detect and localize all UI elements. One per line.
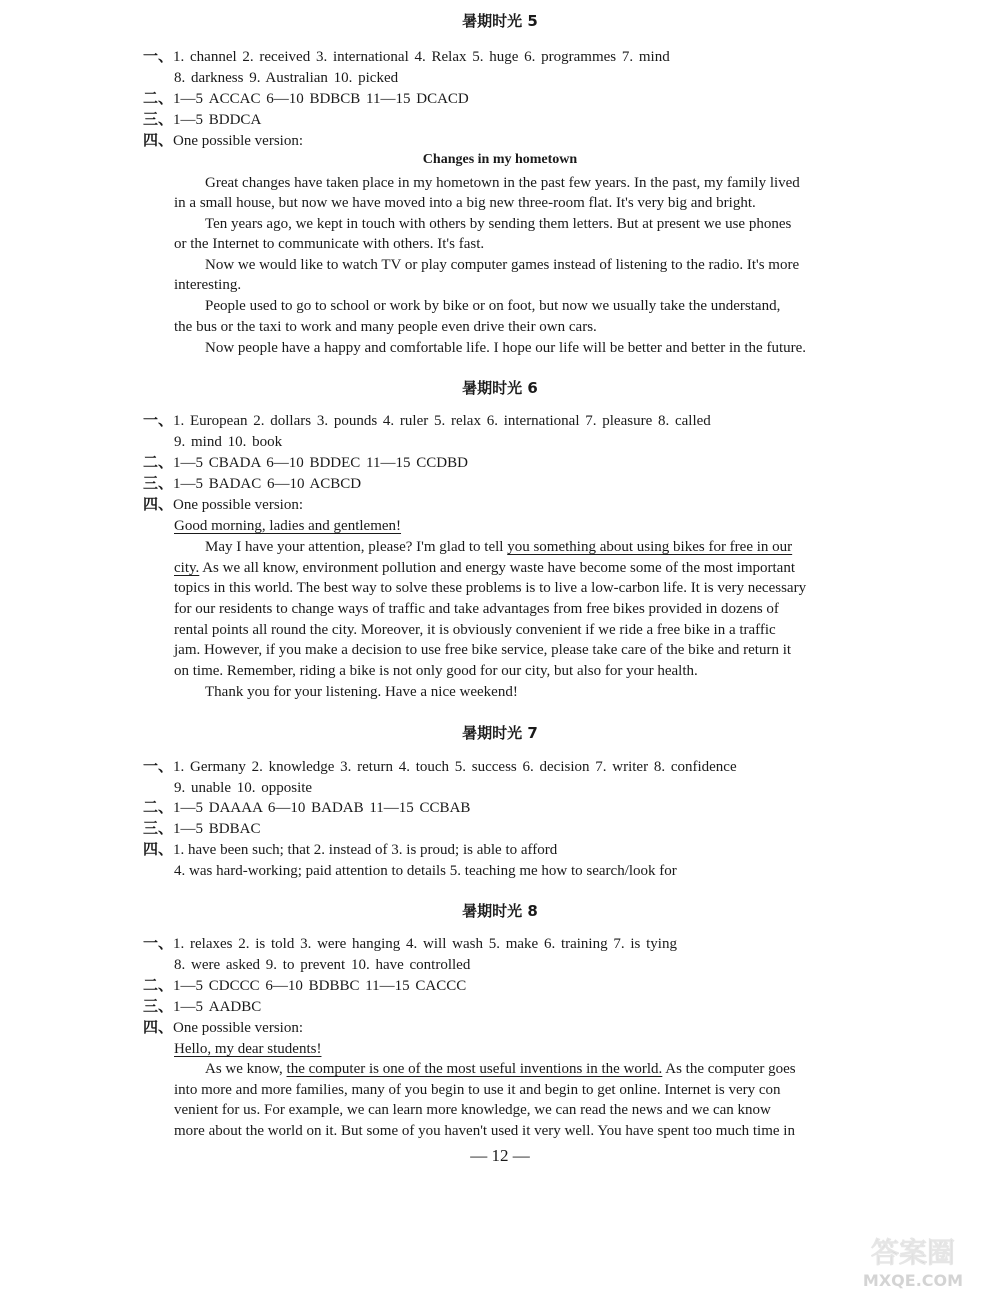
s8-speech-line: venient for us. For example, we can learn more knowledge, we can read the news and we can know (174, 1102, 771, 1118)
s8-speech-line: more about the world on it. But some of you haven't used it very well. You have spent too much time in (174, 1123, 795, 1139)
svg-text:MXQE.COM: MXQE.COM (862, 1271, 964, 1290)
section-6-title: 暑期时光 6 (462, 379, 538, 397)
s6-greeting: Good morning, ladies and gentlemen! (174, 518, 402, 534)
s5-essay-line: Now we would like to watch TV or play computer games instead of listening to the radio. It's more (205, 257, 800, 273)
s7-part1-line2: 9. unable 10. opposite (174, 780, 313, 796)
part-label: 一、 (143, 759, 174, 775)
s5-essay-title: Changes in my hometown (422, 152, 578, 167)
text: As the computer goes (662, 1061, 796, 1077)
section-5-title: 暑期时光 5 (462, 12, 538, 30)
text: May I have your attention, please? I'm glad to tell (205, 539, 508, 555)
answers: 1—5 CBADA 6—10 BDDEC 11—15 CCDBD (173, 455, 468, 471)
s6-speech-line: rental points all round the city. Moreover, it is obviously convenient if we ride a free bike in a traffic (174, 622, 776, 638)
s5-part3 (143, 110, 261, 130)
part-label: 二、 (143, 91, 174, 107)
part-label: 三、 (143, 821, 174, 837)
s5-part4 (143, 131, 303, 151)
answers: 1. have been such; that 2. instead of 3. is proud; is able to afford (173, 842, 558, 858)
s5-essay-line: People used to go to school or work by bike or on foot, but now we usually take the understand, (205, 298, 781, 314)
s6-speech-line: for our residents to change ways of traffic and take advantages from free bikes provided in dozens of (174, 601, 779, 617)
s5-essay-line: or the Internet to communicate with others. It's fast. (174, 236, 485, 252)
underlined-text: the computer is one of the most useful inventions in the world. (286, 1061, 663, 1077)
s7-part4-line1 (143, 840, 557, 860)
s8-part3 (143, 997, 261, 1017)
s6-speech-line: topics in this world. The best way to solve these problems is to live a low-carbon life. It is very necessary (174, 580, 807, 596)
part-label: 一、 (143, 413, 174, 429)
answers: 1—5 BDBAC (173, 821, 261, 837)
s8-speech-line (205, 1059, 796, 1079)
part-label: 二、 (143, 800, 174, 816)
text: As we all know, environment pollution and energy waste have become some of the most important (199, 560, 795, 576)
part-label: 四、 (143, 133, 174, 149)
answers: 1—5 ACCAC 6—10 BDBCB 11—15 DCACD (173, 91, 469, 107)
part-label: 三、 (143, 476, 174, 492)
answers: 1. Germany 2. knowledge 3. return 4. touch 5. success 6. decision 7. writer 8. confidence (173, 759, 737, 775)
s7-part4-line2: 4. was hard-working; paid attention to details 5. teaching me how to search/look for (174, 863, 677, 879)
s5-part1-line2: 8. darkness 9. Australian 10. picked (174, 70, 399, 86)
answers: 1. relaxes 2. is told 3. were hanging 4. will wash 5. make 6. training 7. is tying (173, 936, 677, 952)
s6-speech-line: on time. Remember, riding a bike is not only good for our city, but also for your health. (174, 663, 698, 679)
answers: 1—5 BADAC 6—10 ACBCD (173, 476, 362, 492)
section-8-title: 暑期时光 8 (462, 902, 538, 920)
svg-text:答案圈: 答案圈 (870, 1236, 956, 1269)
part-label: 三、 (143, 999, 174, 1015)
s8-part1-line2: 8. were asked 9. to prevent 10. have controlled (174, 957, 471, 973)
answers: 1—5 DAAAA 6—10 BADAB 11—15 CCBAB (173, 800, 471, 816)
s6-speech-line (205, 537, 792, 557)
s5-part1-line1 (143, 47, 670, 67)
text: As we know, (205, 1061, 287, 1077)
s6-part1-line1 (143, 411, 711, 431)
section-7-title: 暑期时光 7 (462, 724, 538, 742)
answers: 1—5 BDDCA (173, 112, 262, 128)
s7-part1-line1 (143, 757, 737, 777)
part-label: 三、 (143, 112, 174, 128)
s5-part2 (143, 89, 469, 109)
answers: 1. European 2. dollars 3. pounds 4. ruler 5. relax 6. international 7. pleasure 8. called (173, 413, 711, 429)
s8-part2 (143, 976, 466, 996)
answers: 1—5 CDCCC 6—10 BDBBC 11—15 CACCC (173, 978, 467, 994)
watermark-logo (848, 1232, 978, 1292)
part-label: 四、 (143, 842, 174, 858)
s5-essay-line: in a small house, but now we have moved into a big new three-room flat. It's very big and bright. (174, 195, 756, 211)
s8-greeting: Hello, my dear students! (174, 1041, 322, 1057)
part-label: 二、 (143, 978, 174, 994)
s5-essay-line: Now people have a happy and comfortable life. I hope our life will be better and better in the future. (205, 340, 807, 356)
s8-part1-line1 (143, 934, 677, 954)
answers: One possible version: (173, 1020, 303, 1036)
underlined-text: city. (174, 560, 200, 576)
s5-essay-line: interesting. (174, 277, 242, 293)
page-number: — 12 — (470, 1146, 530, 1165)
part-label: 四、 (143, 497, 174, 513)
s5-essay-line: Ten years ago, we kept in touch with others by sending them letters. But at present we use phones (205, 216, 792, 232)
answers: 1—5 AADBC (173, 999, 262, 1015)
s5-essay-line: the bus or the taxi to work and many people even drive their own cars. (174, 319, 597, 335)
s6-speech-line: Thank you for your listening. Have a nice weekend! (205, 684, 518, 700)
s8-part4 (143, 1018, 303, 1038)
s6-part2 (143, 453, 468, 473)
answers: One possible version: (173, 497, 303, 513)
s8-speech-line: into more and more families, many of you begin to use it and begin to get online. Internet is very con (174, 1082, 781, 1098)
part-label: 四、 (143, 1020, 174, 1036)
part-label: 一、 (143, 49, 174, 65)
part-label: 二、 (143, 455, 174, 471)
s7-part3 (143, 819, 260, 839)
s6-part1-line2: 9. mind 10. book (174, 434, 283, 450)
part-label: 一、 (143, 936, 174, 952)
s6-part3 (143, 474, 361, 494)
s6-part4 (143, 495, 303, 515)
s6-speech-line: jam. However, if you make a decision to use free bike service, please take care of the bike and return it (174, 642, 792, 658)
underlined-text: you something about using bikes for free in our (507, 539, 793, 555)
answers: One possible version: (173, 133, 303, 149)
s7-part2 (143, 798, 470, 818)
s6-speech-line (174, 558, 795, 578)
answers: 1. channel 2. received 3. international 4. Relax 5. huge 6. programmes 7. mind (173, 49, 670, 65)
s5-essay-line: Great changes have taken place in my hometown in the past few years. In the past, my family lived (205, 175, 800, 191)
